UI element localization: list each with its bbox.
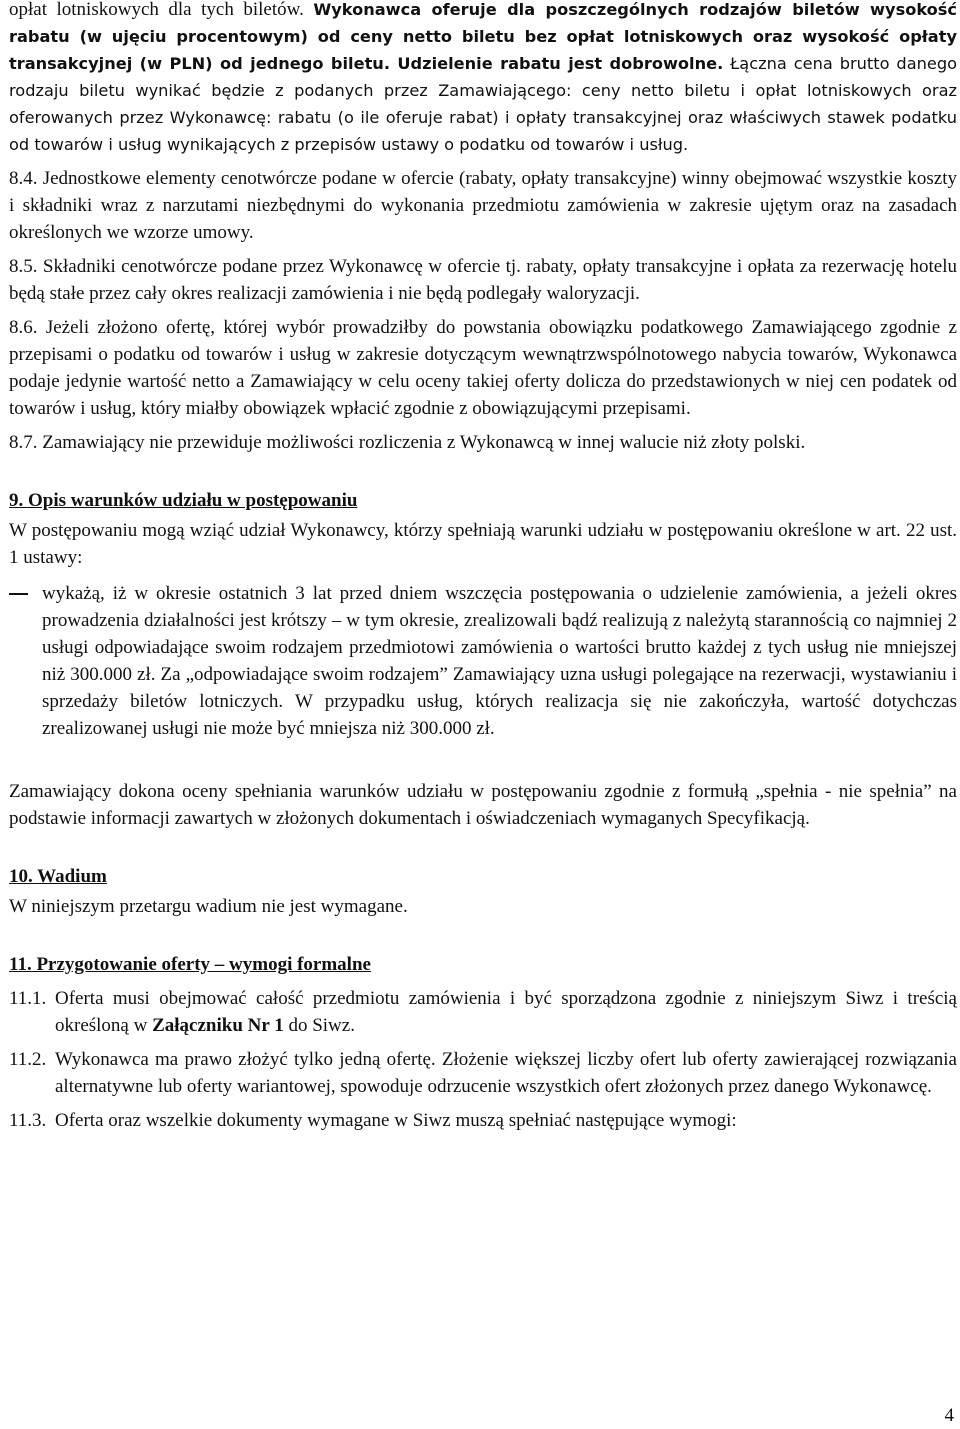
clause-number: 8.5. xyxy=(9,256,38,277)
bold-offer-text: Wykonawca oferuje dla poszczególnych rodzajów biletów wysokość rabatu (w ujęciu procentowym) od ceny netto biletu bez opłat lotniskowych oraz wysokość opłaty transakcyjnej (w PLN) od jednego biletu. Udzielenie rabatu jest dobrowolne. xyxy=(9,0,958,73)
paragraph-8-6: 8.6. Jeżeli złożono ofertę, której wybór prowadziłby do powstania obowiązku podatkowego Zamawiającego zgodnie z przepisami o podatku od towarów i usług w zakresie dotyczącym wewnątrzwspólnotowego nabycia towarów, Wykonawca podaje jedynie wartość netto a Zamawiający w celu oceny takiej oferty dolicza do przedstawionych w niej cen podatek od towarów i usług, który miałby obowiązek wpłacić zgodnie z obowiązującymi przepisami. xyxy=(9,317,957,419)
paragraph-8-5: 8.5. Składniki cenotwórcze podane przez Wykonawcę w ofercie tj. rabaty, opłaty transakcyjne i opłata za rezerwację hotelu będą stałe przez cały okres realizacji zamówienia i nie będą podlegały waloryzacji. xyxy=(9,256,957,304)
attachment-reference: Załączniku Nr 1 xyxy=(152,1015,284,1036)
price-description-text: Łączna cena brutto danego rodzaju biletu wynikać będzie z podanych przez Zamawiającego: ceny netto biletu i opłat lotniskowych oraz oferowanych przez Wykonawcę: rabatu (o ile oferuje rabat) i opłaty transakcyjnej oraz właściwych stawek podatku od towarów i usług wynikających z przepisów ustawy o podatku od towarów i usług. xyxy=(9,54,958,154)
clause-11-2: 11.2. Wykonawca ma prawo złożyć tylko jedną ofertę. Złożenie większej liczby ofert lub oferty zawierającej rozwiązania alternatywne lub oferty wariantowej, spowoduje odrzucenie wszystkich ofert złożonych przez danego Wykonawcę. xyxy=(9,1046,957,1100)
document-page xyxy=(9,0,957,1134)
clause-number: 11.3. xyxy=(9,1110,47,1131)
condition-text: wykażą, iż w okresie ostatnich 3 lat przed dniem wszczęcia postępowania o udzielenie zamówienia, a jeżeli okres prowadzenia działalności jest krótszy – w tym okresie, zrealizowali bądź realizują z należytą starannością co najmniej 2 usługi odpowiadające swoim rodzajem przedmiotowi zamówienia o wartości brutto każdej z tych usług nie mniejszej niż 300.000 zł. Za „odpowiadające swoim rodzajem” Zamawiający uzna usługi polegające na rezerwacji, wystawianiu i sprzedaży biletów lotniczych. W przypadku usług, których realizacja się nie zakończyła, wartość dotychczas zrealizowanej usługi nie może być mniejsza niż 300.000 zł. xyxy=(42,583,957,739)
section-11-heading: 11. Przygotowanie oferty – wymogi formalne xyxy=(9,954,371,975)
clause-11-3: 11.3. Oferta oraz wszelkie dokumenty wymagane w Siwz muszą spełniać następujące wymogi: xyxy=(9,1107,957,1134)
dash-bullet-icon xyxy=(9,593,28,595)
section-10-heading: 10. Wadium xyxy=(9,866,107,887)
list-item xyxy=(9,580,957,742)
paragraph-8-3-continuation: opłat lotniskowych dla tych biletów. Wykonawca oferuje dla poszczególnych rodzajów biletów wysokość rabatu (w ujęciu procentowym) od ceny netto biletu bez opłat lotniskowych oraz wysokość opłaty transakcyjnej (w PLN) od jednego biletu. Udzielenie rabatu jest dobrowolne. Łączna cena brutto danego rodzaju biletu wynikać będzie z podanych przez Zamawiającego: ceny netto biletu i opłat lotniskowych oraz oferowanych przez Wykonawcę: rabatu (o ile oferuje rabat) i opłaty transakcyjnej oraz właściwych stawek podatku od towarów i usług wynikających z przepisów ustawy o podatku od towarów i usług. xyxy=(9,0,958,154)
section-10-text: W niniejszym przetargu wadium nie jest wymagane. xyxy=(9,896,408,917)
clause-number: 8.4. xyxy=(9,168,38,189)
clause-number: 11.1. xyxy=(9,988,47,1009)
paragraph-8-4: 8.4. Jednostkowe elementy cenotwórcze podane w ofercie (rabaty, opłaty transakcyjne) winny obejmować wszystkie koszty i składniki wraz z narzutami niezbędnymi do wykonania przedmiotu zamówienia w zakresie ujętym oraz na zasadach określonych we wzorze umowy. xyxy=(9,168,957,243)
clause-number: 8.6. xyxy=(9,317,38,338)
clause-number: 8.7. xyxy=(9,432,38,453)
clause-11-1: 11.1. Oferta musi obejmować całość przedmiotu zamówienia i być sporządzona zgodnie z niniejszym Siwz i treścią określoną w Załączniku Nr 1 do Siwz. xyxy=(9,985,957,1039)
page-number: 4 xyxy=(944,1405,954,1426)
clause-number: 11.2. xyxy=(9,1049,47,1070)
paragraph-8-7: 8.7. Zamawiający nie przewiduje możliwości rozliczenia z Wykonawcą w innej walucie niż złoty polski. xyxy=(9,432,806,453)
assessment-paragraph: Zamawiający dokona oceny spełniania warunków udziału w postępowaniu zgodnie z formułą „spełnia - nie spełnia” na podstawie informacji zawartych w złożonych dokumentach i oświadczeniach wymaganych Specyfikacją. xyxy=(9,781,957,829)
section-9-heading: 9. Opis warunków udziału w postępowaniu xyxy=(9,490,358,511)
section-9-intro: W postępowaniu mogą wziąć udział Wykonawcy, którzy spełniają warunki udziału w postępowaniu określone w art. 22 ust. 1 ustawy: xyxy=(9,520,957,568)
